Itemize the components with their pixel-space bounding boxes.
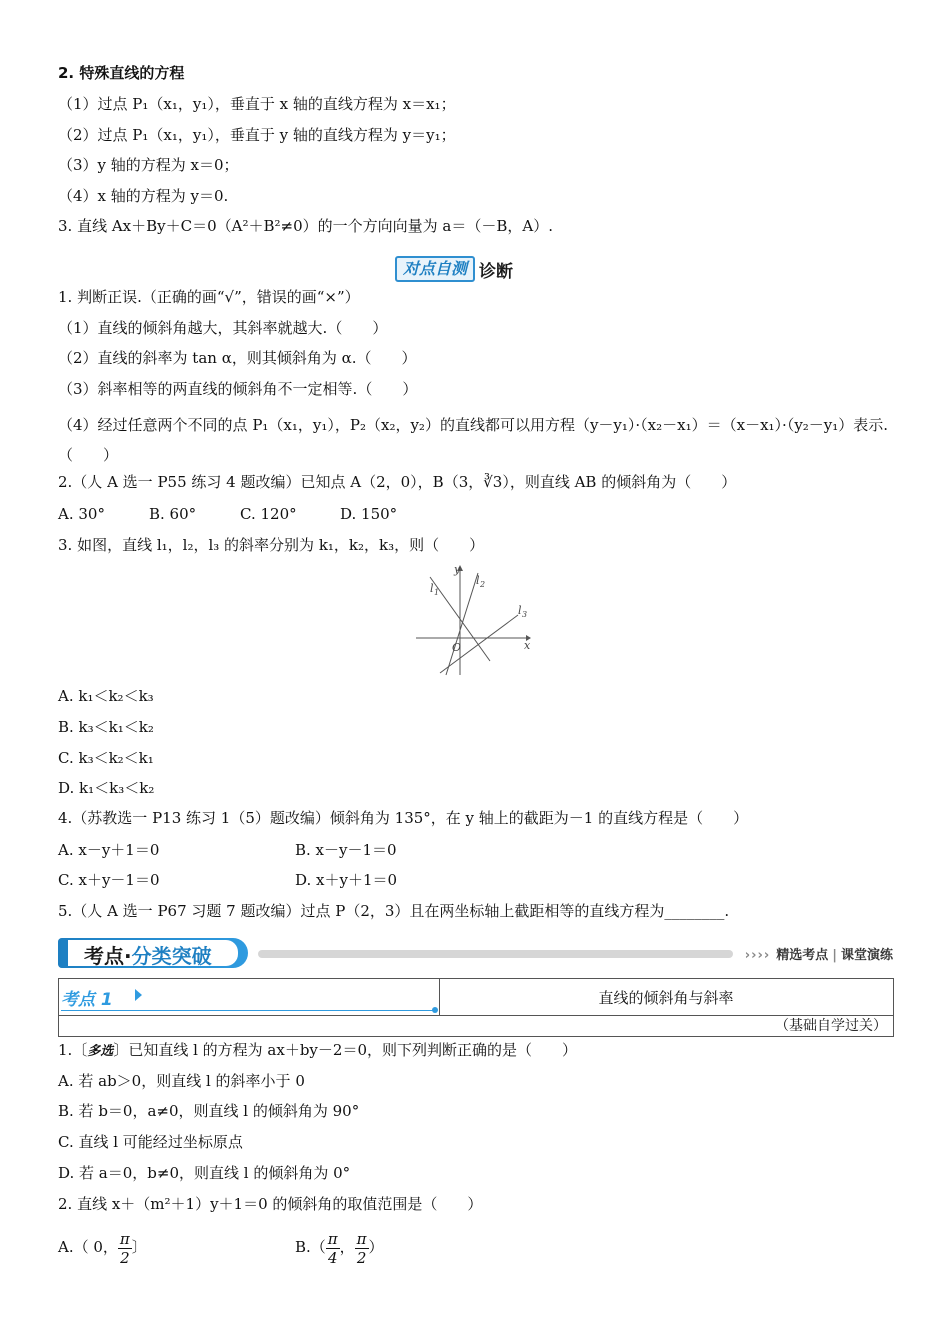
q3-option-a: A. k₁＜k₂＜k₃ — [58, 687, 154, 705]
banner-box-label: 对点自测 — [395, 256, 475, 282]
special-item-4: （4）x 轴的方程为 y＝0. — [58, 187, 229, 205]
section-title-a: 考点 — [84, 944, 124, 968]
section-right-sep: | — [832, 948, 837, 963]
section-title-b: 分类突破 — [131, 944, 212, 968]
q2-option-b: B. 60° — [149, 505, 197, 523]
p1-option-a: A. 若 ab＞0，则直线 l 的斜率小于 0 — [58, 1072, 305, 1090]
multi-choice-tag: 多选 — [87, 1044, 114, 1059]
figure-label-y: y — [454, 563, 461, 576]
q2-option-a: A. 30° — [58, 505, 105, 523]
p1-option-d: D. 若 a＝0，b≠0，则直线 l 的倾斜角为 0° — [58, 1164, 351, 1182]
section-right-b: 课堂演练 — [840, 948, 893, 963]
figure-label-l2-sub: 2 — [480, 580, 486, 589]
q1-statement-1: （1）直线的倾斜角越大，其斜率就越大.（ ） — [58, 319, 388, 337]
heading-special-lines: 2. 特殊直线的方程 — [58, 64, 185, 82]
special-item-3: （3）y 轴的方程为 x＝0； — [58, 156, 239, 174]
section-title-dot: · — [124, 944, 132, 968]
q2-option-d: D. 150° — [340, 505, 398, 523]
figure-label-x: x — [524, 639, 531, 652]
direction-vector-text: 3. 直线 Ax＋By＋C＝0（A²＋B²≠0）的一个方向向量为 a＝（－B，A）. — [58, 217, 553, 235]
section-right-label — [745, 944, 893, 963]
figure-label-l3: l — [518, 604, 522, 617]
topic-tag-cell — [59, 979, 440, 1015]
special-item-2: （2）过点 P₁（x₁，y₁），垂直于 y 轴的直线方程为 y＝y₁； — [58, 126, 456, 144]
q1-stem: 1. 判断正误.（正确的画“√”，错误的画“×”） — [58, 288, 360, 306]
p2-option-a: A.（ 0， $\frac{\pi}{2}$ 〕 — [58, 1229, 147, 1267]
figure-label-l2: l — [476, 574, 480, 587]
p1-stem: 1.〔多选〕已知直线 l 的方程为 ax＋by－2＝0，则下列判断正确的是（ ） — [58, 1041, 577, 1059]
q5-stem: 5.（人 A 选一 P67 习题 7 题改编）过点 P（2，3）且在两坐标轴上截距相等的直线方程为________. — [58, 902, 730, 920]
p1-option-b: B. 若 b＝0，a≠0，则直线 l 的倾斜角为 90° — [58, 1102, 360, 1120]
q4-option-a: A. x－y＋1＝0 — [58, 841, 160, 859]
q2-stem: 2.（人 A 选一 P55 练习 4 题改编）已知点 A（2，0），B（3，∛3），则直线 AB 的倾斜角为（ ） — [58, 473, 737, 491]
slope-lines-figure — [414, 563, 534, 681]
figure-label-l1: l — [430, 582, 434, 595]
p2-stem: 2. 直线 x＋（m²＋1）y＋1＝0 的倾斜角的取值范围是（ ） — [58, 1195, 483, 1213]
q3-option-b: B. k₃＜k₁＜k₂ — [58, 718, 154, 736]
p1-option-c: C. 直线 l 可能经过坐标原点 — [58, 1133, 243, 1151]
topic-note: （基础自学过关） — [775, 1018, 887, 1034]
p2-option-b: B.（ $\frac{\pi}{4}$ ， $\frac{\pi}{2}$ ） — [295, 1229, 384, 1267]
self-test-banner — [395, 256, 513, 282]
section-title — [84, 940, 212, 969]
figure-label-origin: O — [452, 641, 462, 654]
section-right-a: 精选考点 — [776, 948, 829, 963]
topic-tag-dot — [432, 1007, 438, 1013]
topic-table — [58, 978, 894, 1037]
section-divider-bar — [258, 950, 733, 958]
q3-option-c: C. k₃＜k₂＜k₁ — [58, 749, 154, 767]
q4-stem: 4.（苏教选一 P13 练习 1（5）题改编）倾斜角为 135°，在 y 轴上的截距为－1 的直线方程是（ ） — [58, 809, 749, 827]
q1-statement-2: （2）直线的斜率为 tan α，则其倾斜角为 α.（ ） — [58, 349, 417, 367]
topic-tag-underline — [61, 1010, 435, 1011]
q1-statement-3: （3）斜率相等的两直线的倾斜角不一定相等.（ ） — [58, 380, 418, 398]
caret-right-icon — [135, 989, 142, 1001]
figure-label-l3-sub: 3 — [522, 610, 528, 619]
q4-option-b: B. x－y－1＝0 — [295, 841, 397, 859]
q4-option-c: C. x＋y－1＝0 — [58, 871, 160, 889]
q3-option-d: D. k₁＜k₃＜k₂ — [58, 779, 155, 797]
figure-line-l2 — [446, 573, 478, 675]
chevrons-icon: ›››› — [744, 948, 771, 963]
topic-title: 直线的倾斜角与斜率 — [598, 989, 734, 1007]
q4-option-d: D. x＋y＋1＝0 — [295, 871, 398, 889]
q2-option-c: C. 120° — [240, 505, 297, 523]
topic-tag: 考点 1 — [61, 990, 113, 1010]
banner-word: 诊断 — [479, 261, 514, 282]
section-header — [58, 936, 893, 972]
topic-header-row — [59, 979, 893, 1016]
q3-stem: 3. 如图，直线 l₁，l₂，l₃ 的斜率分别为 k₁，k₂，k₃，则（ ） — [58, 536, 485, 554]
special-item-1: （1）过点 P₁（x₁，y₁），垂直于 x 轴的直线方程为 x＝x₁； — [58, 95, 456, 113]
figure-label-l1-sub: 1 — [434, 588, 440, 597]
q1-statement-4: （4）经过任意两个不同的点 P₁（x₁，y₁），P₂（x₂，y₂）的直线都可以用方程（y－y₁）·（x₂－x₁）＝（x－x₁）·（y₂－y₁）表示.（ ） — [58, 416, 889, 464]
